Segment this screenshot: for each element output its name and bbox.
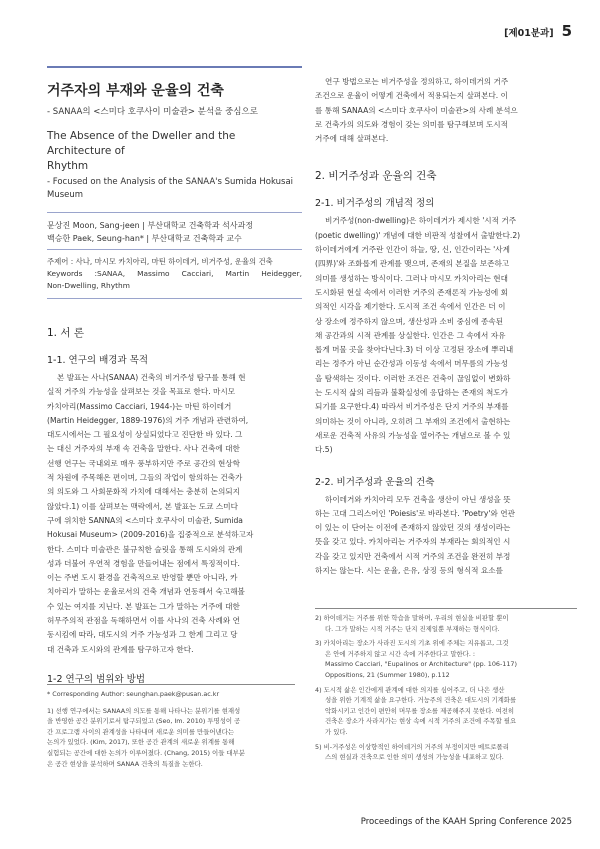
right-column bbox=[315, 75, 577, 578]
footnote-5 bbox=[315, 742, 577, 763]
footnote-line: 스의 현실과 건축으로 인한 의미 생성의 가능성을 내포하고 있다. bbox=[325, 753, 504, 762]
text-line: 되기를 요구한다.4) 따라서 비거주성은 단지 거주의 부재를 bbox=[315, 402, 509, 412]
text-line: 비거주성(non-dwelling)은 하이데거가 제시한 '시적 거주 bbox=[325, 216, 517, 226]
section-heading-intro: 1. 서 론 bbox=[47, 327, 84, 339]
keywords bbox=[47, 249, 302, 299]
footnote-line: 3) 카치아리는 장소가 사라진 도시의 기초 위에 주체는 지유롭고, 그것 bbox=[315, 639, 509, 648]
text-line: 하이데거에게 거주란 인간이 하늘, 땅, 신, 인간이라는 '사계 bbox=[315, 245, 510, 255]
subsection-heading-1-2: 1-2 연구의 범위와 방법 bbox=[47, 673, 145, 685]
text-line: 한다. 스미다 미술관은 불규칙한 슬릿을 통해 도시와의 관계 bbox=[47, 544, 243, 554]
text-line: 뜻을 갖고 있다. 카치아리는 거주자의 부재라는 회의적인 시 bbox=[315, 537, 511, 547]
text-line: 채 공간과의 시적 관계를 상실한다. 인간은 그 속에서 자유 bbox=[315, 330, 506, 340]
subtitle-en-line: Museum bbox=[47, 190, 84, 200]
footnote-2 bbox=[315, 613, 577, 634]
text-line: 를 통해 SANAA의 <스미다 호쿠사이 미술관>의 사례 분석으 bbox=[315, 105, 518, 115]
body-text-intro bbox=[315, 75, 577, 146]
text-line: 실험되는 공간에 대한 논의가 이루어졌다. (Chang, 2015) 이들 대부분 bbox=[47, 748, 245, 757]
text-line: 상 장소에 정주하지 않으며, 생산성과 소비 중심에 종속된 bbox=[315, 316, 504, 326]
text-line: 대 건축과 도시와의 관계를 탐구하고자 한다. bbox=[47, 644, 194, 654]
text-line: (Martin Heidegger, 1889-1976)의 거주 개념과 관련하여, bbox=[47, 415, 249, 425]
footnote-rule bbox=[315, 608, 577, 609]
text-line: 도시화된 현실 속에서 이러한 거주의 존재론적 가능성에 회 bbox=[315, 287, 508, 297]
footnote-line: 성을 위한 기계적 삶을 요구한다. 거능주의 건축은 대도시의 기계화를 bbox=[325, 696, 517, 705]
text-line: 대도시에서는 그 필요성이 상실되었다고 진단한 바 있다. 그 bbox=[47, 430, 243, 440]
footnote-line: 건축은 장소가 사라지가는 현상 속에 시적 거주의 조건에 주목할 필요 bbox=[325, 717, 517, 726]
text-line: 이 있는 이 단어는 이전에 존재하지 않았던 것의 생성이라는 bbox=[315, 523, 511, 533]
text-line: 구에 위치한 SANNA의 <스미다 호쿠사이 미술관, Sumida bbox=[47, 515, 243, 525]
page-footer: Proceedings of the KAAH Spring Conference 2025 bbox=[360, 817, 572, 827]
text-line: 로 건축가의 의도와 경험이 갖는 의미를 탐구해보며 도시적 bbox=[315, 119, 508, 129]
title-en-line: Rhythm bbox=[47, 160, 89, 172]
text-line: 치아리가 말하는 운율로서의 건축 개념과 연동해서 숙고해볼 bbox=[47, 587, 245, 597]
kw-word: Massimo bbox=[137, 269, 170, 278]
footnote-line: 은 안에 거주하지 않고 시간 속에 거주한다고 말한다. : bbox=[325, 649, 476, 658]
footnote-1 bbox=[47, 706, 295, 770]
footnote-line: 악화시키고 인간이 편안히 머무를 장소를 제공해주지 못한다. 여전히 bbox=[325, 706, 515, 715]
title-rule bbox=[47, 66, 302, 68]
text-line: 성과 더불어 우연적 경험을 만들어내는 점에서 특징적이다. bbox=[47, 558, 240, 568]
body-text-2-1 bbox=[315, 214, 577, 457]
text-line: 롭게 머물 곳을 찾아다닌다.3) 더 이상 고정된 장소에 뿌리내 bbox=[315, 345, 514, 355]
text-line: 이는 주변 도시 환경을 건축적으로 반영할 뿐만 아니라, 카 bbox=[47, 573, 238, 583]
right-footnotes bbox=[315, 608, 577, 767]
text-line: Hokusai Museum> (2009-2016)을 집중적으로 분석하고자 bbox=[47, 530, 254, 540]
footnote-line: Oppositions, 21 (Summer 1980), p.112 bbox=[325, 670, 450, 679]
keywords-en-line2: Non-Dwelling, Rhythm bbox=[47, 281, 130, 290]
text-line: 카치아리(Massimo Cacciari, 1944-)는 마틴 하이데거 bbox=[47, 401, 232, 411]
kw-word: Heidegger, bbox=[261, 269, 302, 278]
text-line: 조건으로 운율이 어떻게 건축에서 적용되는지 살펴본다. 이 bbox=[315, 91, 508, 101]
text-line: 선행 연구는 국내외로 매우 풍부하지만 주로 공간의 현상학 bbox=[47, 458, 240, 468]
author-line: 문상진 Moon, Sang-jeen | 부산대학교 건축학과 석사과정 bbox=[47, 221, 254, 230]
text-line: 의 의도와 그 사회문화적 가치에 대해서는 충분히 논의되지 bbox=[47, 487, 240, 497]
text-line: 리는 정주가 아닌 순간성과 이동성 속에서 머무름의 가능성 bbox=[315, 359, 508, 369]
keywords-en bbox=[47, 268, 302, 280]
author-line: 백승한 Paek, Seung-han* | 부산대학교 건축학과 교수 bbox=[47, 234, 242, 243]
text-line: (四界)'와 조화롭게 관계를 맺으며, 존재의 본질을 보존하고 bbox=[315, 259, 510, 269]
footnote-rule bbox=[47, 684, 295, 685]
text-line: 새로운 건축적 사유의 가능성을 열어주는 개념으로 볼 수 있 bbox=[315, 430, 511, 440]
subsection-heading-1-1: 1-1. 연구의 배경과 목적 bbox=[47, 355, 149, 366]
body-text-2-2 bbox=[315, 493, 577, 579]
subtitle-en-line: - Focused on the Analysis of the SANAA's Sumida Hokusai bbox=[47, 177, 294, 187]
footnote-list bbox=[315, 613, 577, 763]
text-line: 은 공간 현상을 분석하며 SANAA 건축의 특질을 논한다. bbox=[47, 759, 203, 768]
footnote-line: 다. 그가 말하는 시적 거주는 단지 진제일뿐 부재하는 형식이다. bbox=[325, 624, 500, 633]
paper-subtitle-en bbox=[47, 176, 302, 202]
left-footnotes bbox=[47, 684, 295, 773]
left-column bbox=[47, 66, 302, 690]
text-line: 각을 갖고 있지만 건축에서 시적 거주의 조건을 완전히 부정 bbox=[315, 551, 511, 561]
subsection-heading-2-2: 2-2. 비거주성과 운율의 건축 bbox=[315, 476, 435, 488]
footnote-line: 4) 도시적 삶은 인간에게 관계에 대한 의지를 심어주고, 더 나은 생산 bbox=[315, 685, 505, 694]
text-line: 허무주의적 관점을 독해하면서 이를 사나의 건축 사례와 연 bbox=[47, 616, 240, 626]
footnote-line: 가 있다. bbox=[325, 727, 348, 736]
subsection-heading-2-1: 2-1. 비거주성의 개념적 정의 bbox=[315, 198, 435, 210]
text-line: 을 반영한 공간 분위기로서 탐구되었고 (Seo, Im. 2010) 투명성이 공 bbox=[47, 717, 241, 726]
section-heading-2: 2. 비거주성과 운율의 건축 bbox=[315, 170, 437, 183]
text-line: 의미를 생성하는 방식이다. 그러나 마시모 카치아리는 현대 bbox=[315, 273, 508, 283]
footnote-4 bbox=[315, 685, 577, 738]
text-line: 거주에 대해 살펴본다. bbox=[315, 134, 389, 144]
footnote-line: Massimo Cacciari, "Eupalinos or Architecture" (pp. 106-117) bbox=[325, 660, 517, 669]
footnote-3 bbox=[315, 638, 577, 680]
keywords-ko: 주제어 : 사나, 마시모 카치아리, 마틴 하이데거, 비거주성, 운율의 건축 bbox=[47, 257, 273, 266]
text-line: 논의가 있었다. (Kim, 2017), 또한 공간 관계의 새로운 위계를 통해 bbox=[47, 738, 235, 747]
text-line: 의미하는 것이 아니라, 오히려 그 부재의 조건에서 출현하는 bbox=[315, 416, 511, 426]
text-line: 실적 거주의 가능성을 살펴보는 것을 목표로 한다. 마시모 bbox=[47, 387, 236, 397]
text-line: (poetic dwelling)' 개념에 대한 비판적 성찰에서 출발한다.2) bbox=[315, 230, 521, 240]
kw-word: :SANAA, bbox=[94, 269, 126, 278]
paper-title-en bbox=[47, 129, 302, 174]
kw-word: Keywords bbox=[47, 269, 83, 278]
footnote-line: 5) 비-거주성은 이상향적인 하이데거의 거주의 부정이지만 메트로폴리 bbox=[315, 742, 509, 751]
text-line: 본 발표는 사나(SANAA) 건축의 비거주성 탐구를 통해 현 bbox=[57, 373, 246, 382]
page-header bbox=[504, 22, 572, 40]
corresponding-author: * Corresponding Author: seunghan.paek@pusan.ac.kr bbox=[47, 690, 220, 698]
text-line: 다.5) bbox=[315, 445, 333, 455]
body-text-1-1 bbox=[47, 371, 302, 657]
text-line: 않았다.1) 이를 살펴보는 맥락에서, 본 발표는 도쿄 스미다 bbox=[47, 501, 238, 511]
text-line: 하이데거와 카치아리 모두 건축을 생산이 아닌 생성을 뜻 bbox=[325, 494, 511, 504]
text-line: 연구 방법으로는 비거주성을 정의하고, 하이데거의 거주 bbox=[325, 77, 509, 86]
text-line: 수 있는 여지를 지닌다. 본 발표는 그가 말하는 거주에 대한 bbox=[47, 601, 240, 611]
section-tag: [제01분과] bbox=[504, 28, 554, 39]
text-line: 을 탐색하는 것이다. 이러한 조건은 건축이 끊임없이 변화하 bbox=[315, 373, 511, 383]
kw-word: Cacciari, bbox=[181, 269, 214, 278]
text-line: 1) 선행 연구에서는 SANAA의 의도를 통해 나타나는 분위기를 현재성 bbox=[47, 706, 241, 715]
text-line: 하는 고대 그리스어인 'Poiesis'로 바라본다. 'Poetry'와 연관 bbox=[315, 508, 515, 518]
footnote-line: 2) 하이데거는 거주를 위한 학습을 말하며, 우리의 현실을 비판할 뿐이 bbox=[315, 614, 509, 622]
text-line: 는 대신 거주자의 부재 속 건축을 말한다. 사나 건축에 대한 bbox=[47, 444, 240, 454]
title-en-line: The Absence of the Dweller and the Architecture of bbox=[47, 130, 236, 157]
authors bbox=[47, 212, 302, 245]
kw-word: Martin bbox=[225, 269, 250, 278]
text-line: 의적인 시각을 제기한다. 도시적 조건 속에서 인간은 더 이 bbox=[315, 302, 506, 312]
paper-subtitle-ko: - SANAA의 <스미다 호쿠사이 미술관> 분석을 중심으로 bbox=[47, 107, 258, 117]
text-line: 동시킴에 따라, 대도시의 거주 가능성과 그 한계 그리고 당 bbox=[47, 630, 238, 640]
text-line: 하지는 않는다. 시는 운율, 은유, 상징 등의 형식적 요소를 bbox=[315, 566, 503, 576]
text-line: 간 프로그램 사이의 관계성을 나타내며 새로운 의미를 만들어낸다는 bbox=[47, 727, 235, 736]
text-line: 적 차원에 주목해온 편이며, 그들의 작업이 함의하는 건축가 bbox=[47, 473, 243, 483]
page-number: 5 bbox=[561, 22, 572, 40]
paper-title-ko: 거주자의 부재와 운율의 건축 bbox=[47, 83, 224, 99]
text-line: 는 도시적 삶의 리듬과 불확실성에 응답하는 존재의 척도가 bbox=[315, 388, 508, 398]
